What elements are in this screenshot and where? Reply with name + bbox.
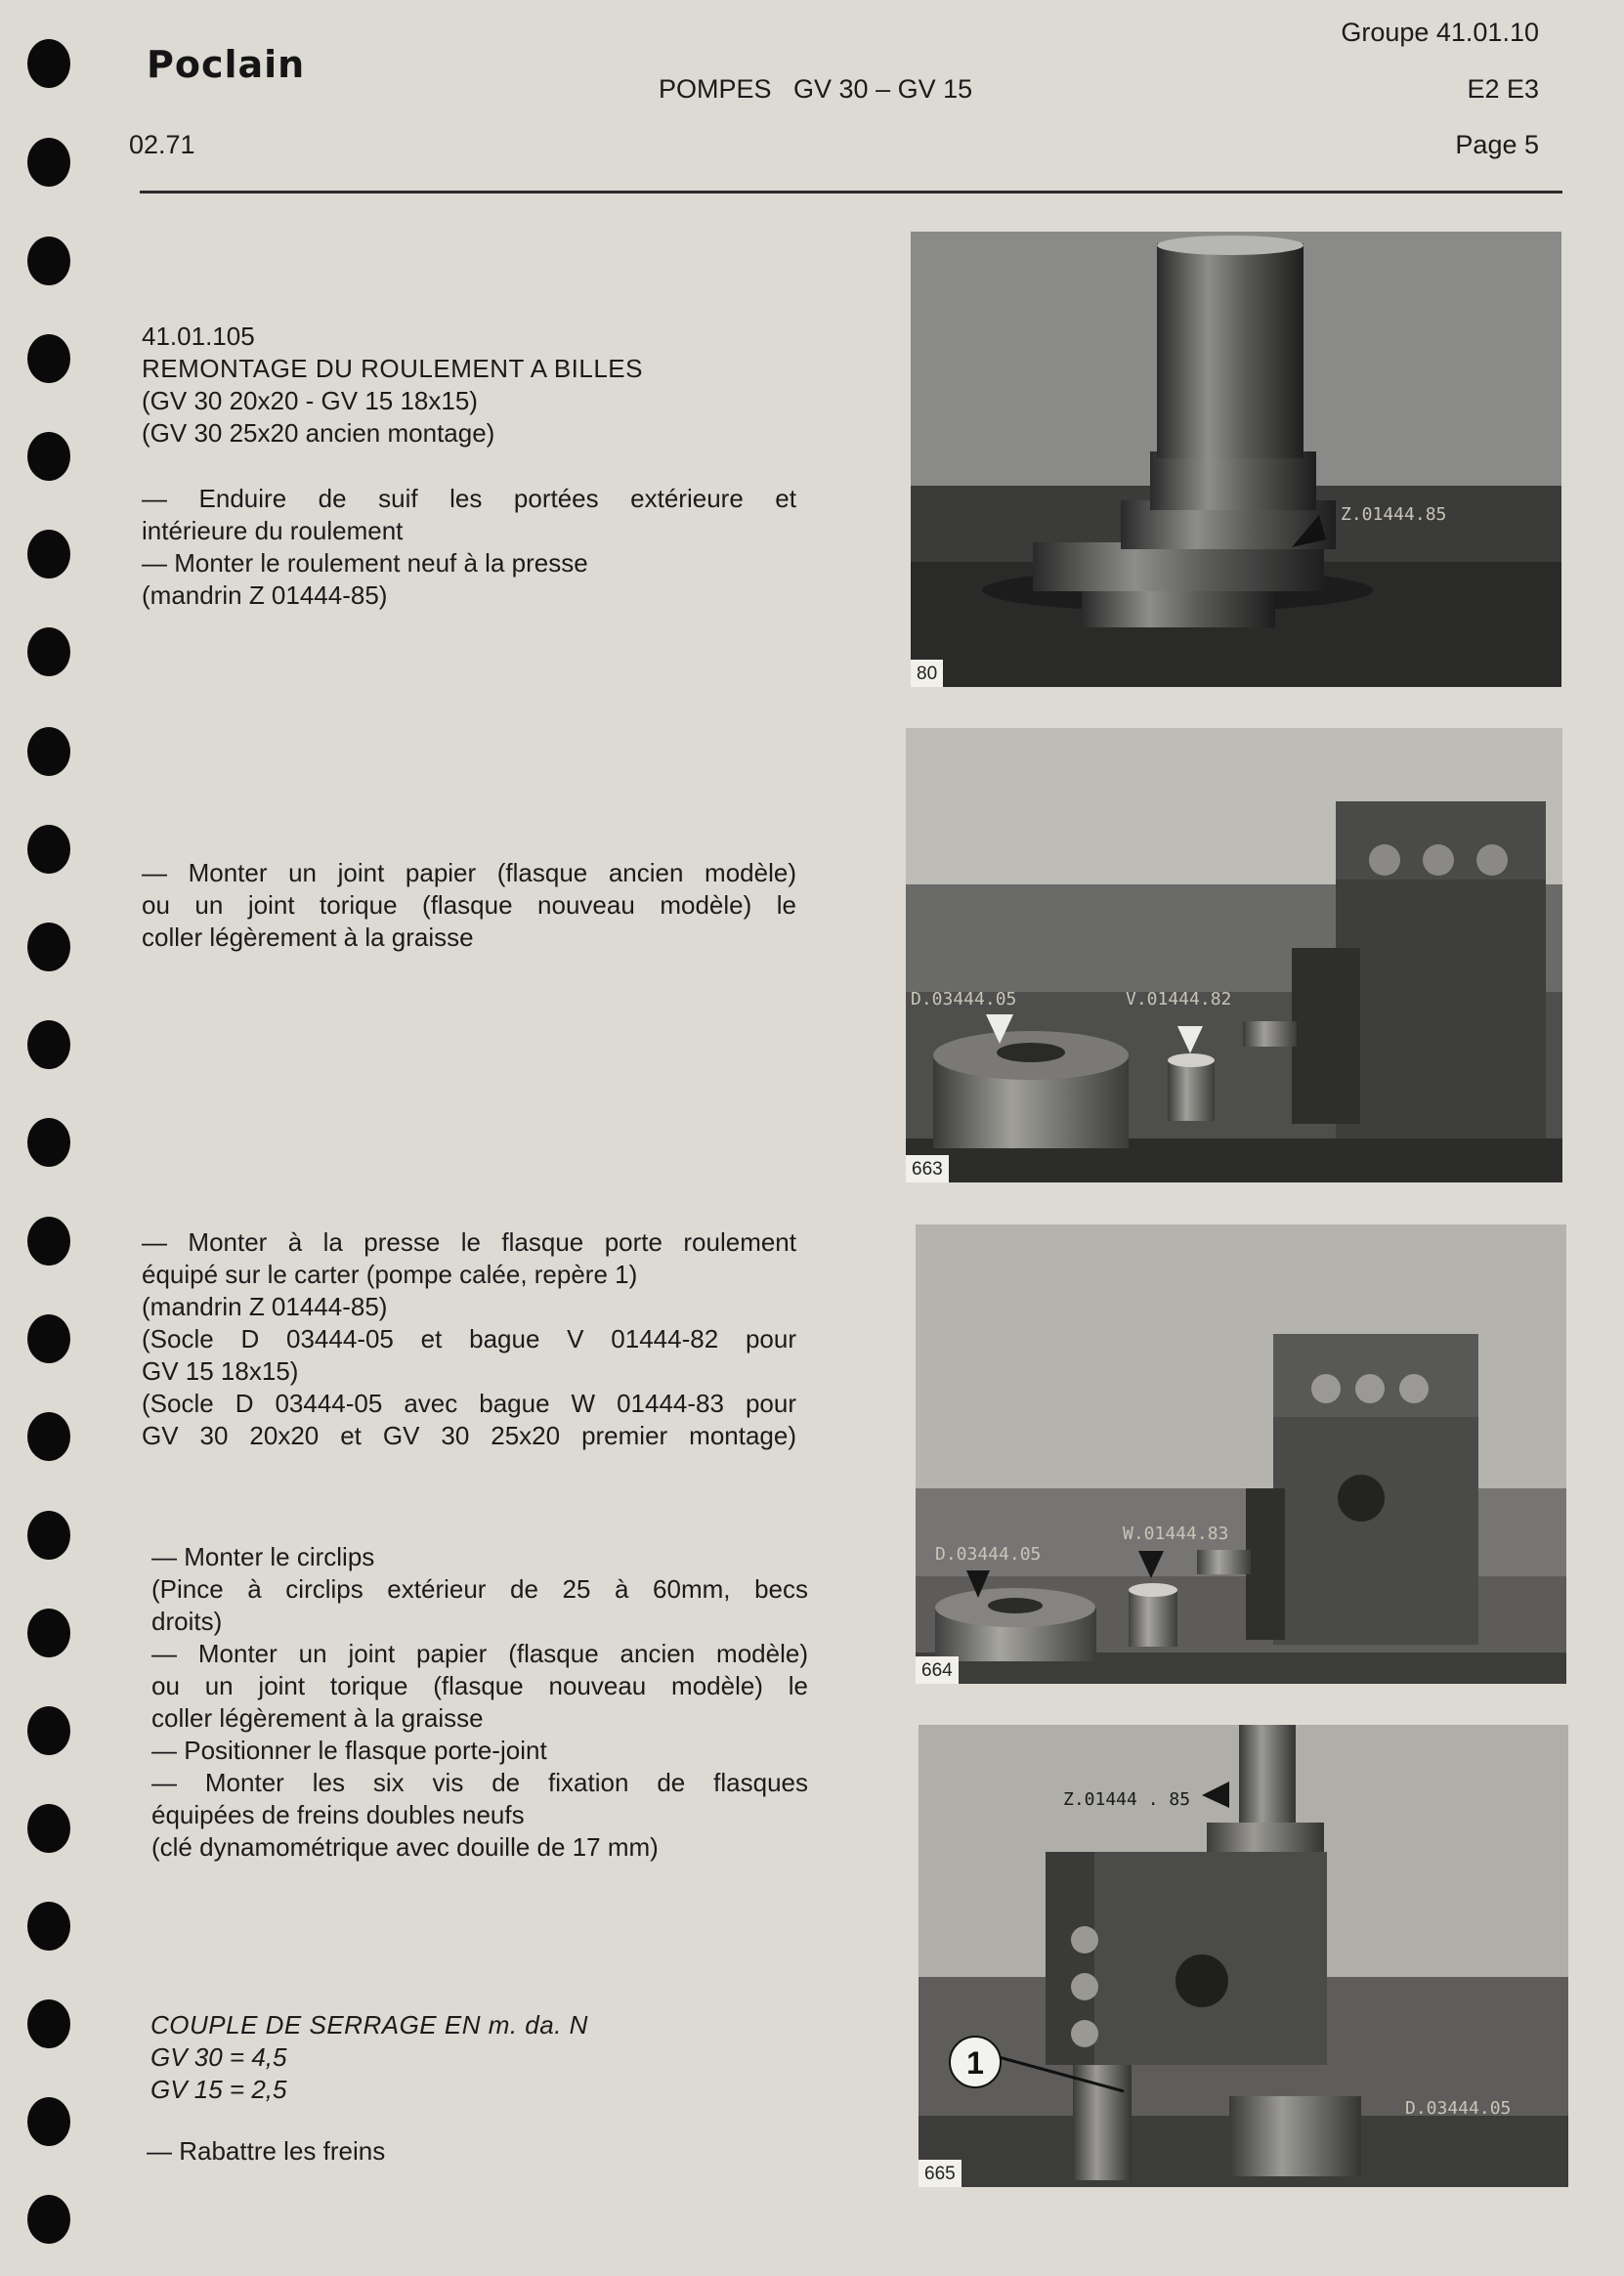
section-subtitle: (GV 30 20x20 - GV 15 18x15) [142, 386, 478, 415]
instruction-line: (mandrin Z 01444-85) [142, 1292, 388, 1321]
instruction-line: (Socle D 03444-05 et bague V 01444-82 pour [142, 1324, 796, 1353]
binder-hole [27, 39, 70, 88]
binder-hole [27, 1706, 70, 1755]
binder-hole [27, 1609, 70, 1657]
section-number: 41.01.105 [142, 322, 255, 351]
tool-label: Z.01444 . 85 [1063, 1789, 1191, 1810]
header-divider [140, 191, 1562, 193]
tool-label: D.03444.05 [911, 989, 1017, 1009]
group-reference: Groupe 41.01.10 [1341, 18, 1539, 47]
pump-tools-photo [906, 728, 1562, 1182]
document-title: POMPES GV 30 – GV 15 [659, 74, 973, 104]
binder-hole [27, 825, 70, 874]
section-title: REMONTAGE DU ROULEMENT A BILLES [142, 354, 643, 383]
instruction-line: droits) [151, 1607, 223, 1636]
tool-label: D.03444.05 [935, 1544, 1042, 1565]
binder-hole [27, 1999, 70, 2048]
binder-hole [27, 432, 70, 481]
instruction-line: coller légèrement à la graisse [151, 1703, 484, 1733]
binder-hole [27, 923, 70, 971]
binder-hole [27, 530, 70, 579]
photo-figure-80 [911, 232, 1561, 687]
torque-title: COUPLE DE SERRAGE EN m. da. N [150, 2010, 588, 2040]
section-subtitle: (GV 30 25x20 ancien montage) [142, 418, 495, 448]
binder-hole [27, 2195, 70, 2244]
instruction-line: — Monter le roulement neuf à la presse [142, 548, 588, 578]
binder-hole [27, 1511, 70, 1560]
torque-gv30: GV 30 = 4,5 [150, 2042, 287, 2072]
section-heading-block [142, 321, 643, 450]
instruction-line: — Positionner le flasque porte-joint [151, 1736, 547, 1765]
figure-number: 80 [911, 660, 943, 687]
instruction-line: intérieure du roulement [142, 516, 404, 545]
binder-hole [27, 1902, 70, 1951]
final-instruction: — Rabattre les freins [147, 2136, 386, 2166]
figure-number: 664 [916, 1656, 959, 1684]
torque-gv15: GV 15 = 2,5 [150, 2075, 287, 2104]
instruction-block [142, 483, 796, 612]
instruction-line: équipées de freins doubles neufs [151, 1800, 525, 1829]
binder-hole [27, 2097, 70, 2146]
binder-hole [27, 236, 70, 285]
brand-logo: Poclain [147, 43, 306, 86]
instruction-line: (Pince à circlips extérieur de 25 à 60mm, becs [151, 1574, 808, 1604]
instruction-line: — Monter à la presse le flasque porte roulement [142, 1227, 796, 1257]
instruction-line: coller légèrement à la graisse [142, 923, 474, 952]
binder-hole [27, 1217, 70, 1266]
bearing-press-photo [911, 232, 1561, 687]
binder-hole [27, 1020, 70, 1069]
binder-hole [27, 727, 70, 776]
instruction-line: GV 30 20x20 et GV 30 25x20 premier montage) [142, 1421, 796, 1450]
photo-figure-665 [919, 1725, 1568, 2187]
instruction-line: (Socle D 03444-05 avec bague W 01444-83 pour [142, 1389, 796, 1418]
instruction-line: (clé dynamométrique avec douille de 17 mm) [151, 1832, 659, 1862]
instruction-line: ou un joint torique (flasque nouveau modèle) le [142, 890, 796, 920]
instruction-block [151, 1541, 808, 1864]
callout-marker: 1 [966, 2045, 984, 2081]
instruction-line: — Monter un joint papier (flasque ancien modèle) [151, 1639, 808, 1668]
figure-number: 665 [919, 2160, 962, 2187]
photo-figure-663 [906, 728, 1562, 1182]
tool-label: V.01444.82 [1126, 989, 1232, 1009]
page-number: Page 5 [1455, 130, 1539, 159]
pump-press-photo [919, 1725, 1568, 2187]
tool-label: D.03444.05 [1405, 2098, 1512, 2119]
instruction-line: — Monter un joint papier (flasque ancien modèle) [142, 858, 796, 887]
instruction-line: équipé sur le carter (pompe calée, repère 1) [142, 1260, 638, 1289]
instruction-line: ou un joint torique (flasque nouveau modèle) le [151, 1671, 808, 1700]
tool-label: W.01444.83 [1123, 1524, 1229, 1544]
binder-hole [27, 1804, 70, 1853]
figure-number: 663 [906, 1155, 949, 1182]
instruction-block [142, 857, 796, 954]
binder-hole [27, 138, 70, 187]
instruction-block [142, 1226, 796, 1452]
instruction-line: (mandrin Z 01444-85) [142, 580, 388, 610]
tool-label: Z.01444.85 [1341, 504, 1447, 525]
pump-assembly-photo [916, 1224, 1566, 1684]
instruction-line: GV 15 18x15) [142, 1356, 299, 1386]
photo-figure-664 [916, 1224, 1566, 1684]
instruction-line: — Monter les six vis de fixation de flasques [151, 1768, 808, 1797]
binder-hole [27, 334, 70, 383]
binder-hole [27, 1314, 70, 1363]
binder-hole [27, 1118, 70, 1167]
binder-hole [27, 627, 70, 676]
model-code: E2 E3 [1467, 74, 1539, 104]
instruction-line: — Monter le circlips [151, 1542, 375, 1571]
torque-block [150, 2009, 588, 2106]
binder-hole [27, 1412, 70, 1461]
issue-date: 02.71 [129, 130, 195, 159]
instruction-line: — Enduire de suif les portées extérieure et [142, 484, 796, 513]
